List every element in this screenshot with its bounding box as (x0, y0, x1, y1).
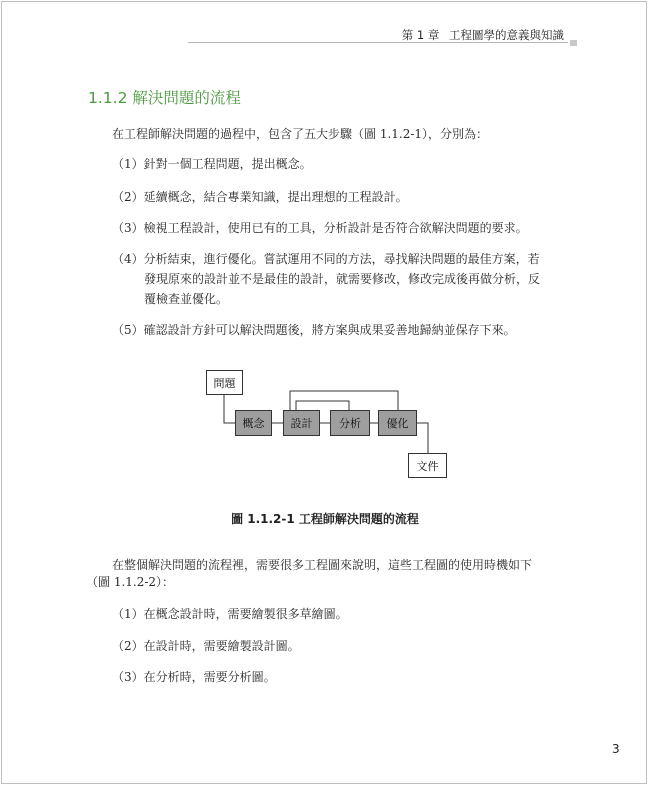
node-design: 設計 (283, 410, 320, 436)
step-1-text: 針對一個工程問題，提出概念。 (143, 157, 312, 171)
use-2-label: （2） (112, 639, 144, 653)
use-1-text: 在概念設計時，需要繪製很多草繪圖。 (143, 607, 348, 621)
step-4-label: （4） (112, 252, 144, 266)
paragraph-2-line2: （圖 1.1.2-2）： (86, 575, 175, 589)
step-2-label: （2） (112, 190, 144, 204)
step-1-label: （1） (112, 157, 144, 171)
step-5-text: 確認設計方針可以解決問題後，將方案與成果妥善地歸納並保存下來。 (143, 323, 516, 337)
use-3 (112, 667, 276, 688)
paragraph-2-line1: 在整個解決問題的流程裡，需要很多工程圖來說明，這些工程圖的使用時機如下 (112, 558, 533, 572)
node-concept: 概念 (235, 410, 272, 436)
section-title: 1.1.2 解決問題的流程 (88, 89, 241, 107)
use-3-text: 在分析時，需要分析圖。 (143, 670, 276, 684)
use-3-label: （3） (112, 670, 144, 684)
use-2-text: 在設計時，需要繪製設計圖。 (143, 639, 300, 653)
step-5 (112, 320, 516, 341)
step-4-line3: 覆檢查並優化。 (144, 292, 229, 306)
step-2 (112, 187, 408, 208)
use-1 (112, 604, 348, 625)
use-2 (112, 636, 300, 657)
header-rule (188, 42, 568, 43)
figure-caption: 圖 1.1.2-1 工程師解決問題的流程 (231, 512, 419, 526)
header-chapter: 第 1 章 (401, 28, 440, 42)
node-optimize: 優化 (378, 410, 417, 436)
step-3 (112, 218, 528, 239)
header-title: 工程圖學的意義與知識 (449, 28, 564, 42)
node-problem: 問題 (206, 370, 243, 395)
page-frame (1, 1, 647, 784)
intro-paragraph: 在工程師解決問題的過程中，包含了五大步驟（圖 1.1.2-1），分別為： (112, 127, 489, 141)
header-mark (570, 40, 577, 46)
step-3-label: （3） (112, 221, 144, 235)
step-1 (112, 154, 312, 175)
step-2-text: 延續概念，結合專業知識，提出理想的工程設計。 (143, 190, 408, 204)
step-4-text-line1: 分析結束，進行優化。嘗試運用不同的方法，尋找解決問題的最佳方案，若 (143, 252, 540, 266)
step-5-label: （5） (112, 323, 144, 337)
step-4 (112, 249, 540, 270)
step-4-line2: 發現原來的設計並不是最佳的設計，就需要修改，修改完成後再做分析，反 (144, 272, 541, 286)
page-number: 3 (612, 742, 620, 756)
use-1-label: （1） (112, 607, 144, 621)
step-3-text: 檢視工程設計，使用已有的工具，分析設計是否符合欲解決問題的要求。 (143, 221, 528, 235)
running-header (402, 27, 564, 43)
node-analysis: 分析 (330, 410, 370, 436)
node-document: 文件 (408, 453, 447, 478)
